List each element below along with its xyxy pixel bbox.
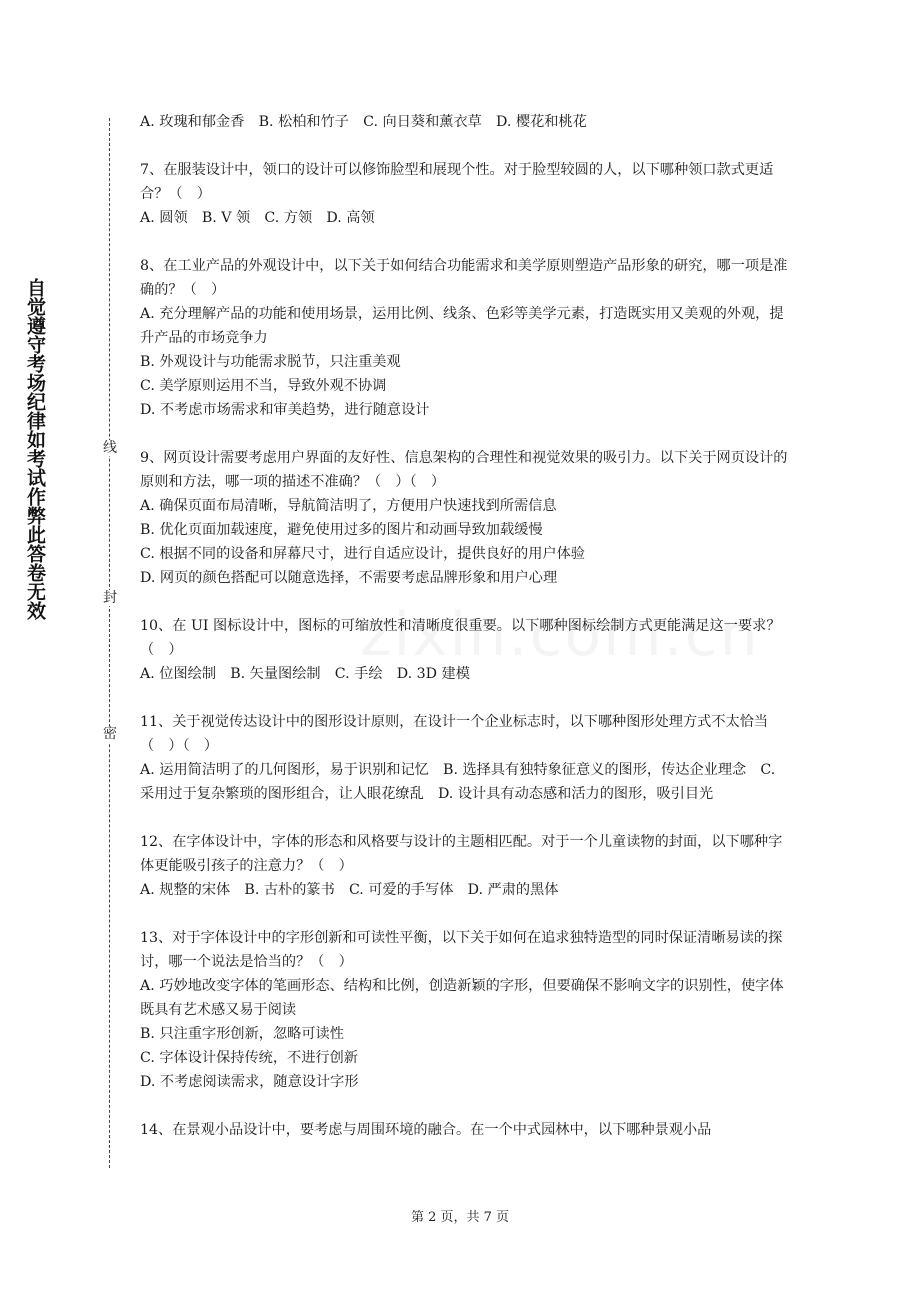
option-c: C. 字体设计保持传统，不进行创新 xyxy=(140,1050,358,1066)
option-a: A. 充分理解产品的功能和使用场景，运用比例、线条、色彩等美学元素，打造既实用又美观的外观，提升产品的市场竞争力 xyxy=(140,306,784,346)
question-stem: 14、在景观小品设计中，要考虑与周围环境的融合。在一个中式园林中，以下哪种景观小品 xyxy=(140,1122,712,1138)
question-9 xyxy=(140,446,790,590)
option-line: A. 位图绘制 B. 矢量图绘制 C. 手绘 D. 3D 建模 xyxy=(140,666,470,682)
question-10 xyxy=(140,614,790,686)
option-d: D. 不考虑阅读需求，随意设计字形 xyxy=(140,1074,359,1090)
question-7 xyxy=(140,158,790,230)
option-d: D. 网页的颜色搭配可以随意选择，不需要考虑品牌形象和用户心理 xyxy=(140,570,558,586)
question-6-options xyxy=(140,110,790,134)
option-b: B. 优化页面加载速度，避免使用过多的图片和动画导致加载缓慢 xyxy=(140,522,543,538)
exam-discipline-notice: 自觉遵守考场纪律如考试作弊此答卷无效 xyxy=(24,278,46,620)
question-stem: 10、在 UI 图标设计中，图标的可缩放性和清晰度很重要。以下哪种图标绘制方式更能满足这一要求？（ ） xyxy=(140,618,781,658)
option-c: C. 美学原则运用不当，导致外观不协调 xyxy=(140,378,387,394)
dashed-cut-line xyxy=(109,118,110,1168)
option-a: A. 巧妙地改变字体的笔画形态、结构和比例，创造新颖的字形，但要确保不影响文字的识别性，使字体既具有艺术感又易于阅读 xyxy=(140,978,784,1018)
question-stem: 12、在字体设计中，字体的形态和风格要与设计的主题相匹配。对于一个儿童读物的封面，以下哪种字体更能吸引孩子的注意力？（ ） xyxy=(140,834,783,874)
question-stem: 11、关于视觉传达设计中的图形设计原则，在设计一个企业标志时，以下哪种图形处理方式不太恰当（ ）（ ） xyxy=(140,714,769,754)
option-line: A. 运用简洁明了的几何图形，易于识别和记忆 B. 选择具有独特象征意义的图形，传达企业理念 C. 采用过于复杂繁琐的图形组合，让人眼花缭乱 D. 设计具有动态感和活力的图形，吸引目光 xyxy=(140,762,776,802)
binding-line xyxy=(98,118,122,1168)
binding-char-mi: 密 xyxy=(103,726,117,742)
binding-char-feng: 封 xyxy=(103,590,117,606)
question-8 xyxy=(140,254,790,422)
question-11 xyxy=(140,710,790,806)
option-d: D. 不考虑市场需求和审美趋势，进行随意设计 xyxy=(140,402,430,418)
question-13 xyxy=(140,926,790,1094)
question-stem: 7、在服装设计中，领口的设计可以修饰脸型和展现个性。对于脸型较圆的人，以下哪种领口款式更适合？（ ） xyxy=(140,162,774,202)
binding-char-xian: 线 xyxy=(103,440,117,456)
question-stem: 8、在工业产品的外观设计中，以下关于如何结合功能需求和美学原则塑造产品形象的研究，哪一项是准确的？（ ） xyxy=(140,258,788,298)
option-b: B. 只注重字形创新，忽略可读性 xyxy=(140,1026,344,1042)
option-line: A. 玫瑰和郁金香 B. 松柏和竹子 C. 向日葵和薰衣草 D. 樱花和桃花 xyxy=(140,114,587,130)
option-a: A. 确保页面布局清晰，导航简洁明了，方便用户快速找到所需信息 xyxy=(140,498,557,514)
question-stem: 13、对于字体设计中的字形创新和可读性平衡，以下关于如何在追求独特造型的同时保证清晰易读的探讨，哪一个说法是恰当的？（ ） xyxy=(140,930,783,970)
question-list xyxy=(140,110,790,1166)
question-14 xyxy=(140,1118,790,1142)
page-number: 第 2 页，共 7 页 xyxy=(410,1210,510,1225)
option-b: B. 外观设计与功能需求脱节，只注重美观 xyxy=(140,354,401,370)
option-c: C. 根据不同的设备和屏幕尺寸，进行自适应设计，提供良好的用户体验 xyxy=(140,546,585,562)
question-stem: 9、网页设计需要考虑用户界面的友好性、信息架构的合理性和视觉效果的吸引力。以下关于网页设计的原则和方法，哪一项的描述不准确？（ ）（ ） xyxy=(140,450,788,490)
option-line: A. 规整的宋体 B. 古朴的篆书 C. 可爱的手写体 D. 严肃的黑体 xyxy=(140,882,559,898)
option-line: A. 圆领 B. V 领 C. 方领 D. 高领 xyxy=(140,210,375,226)
question-12 xyxy=(140,830,790,902)
